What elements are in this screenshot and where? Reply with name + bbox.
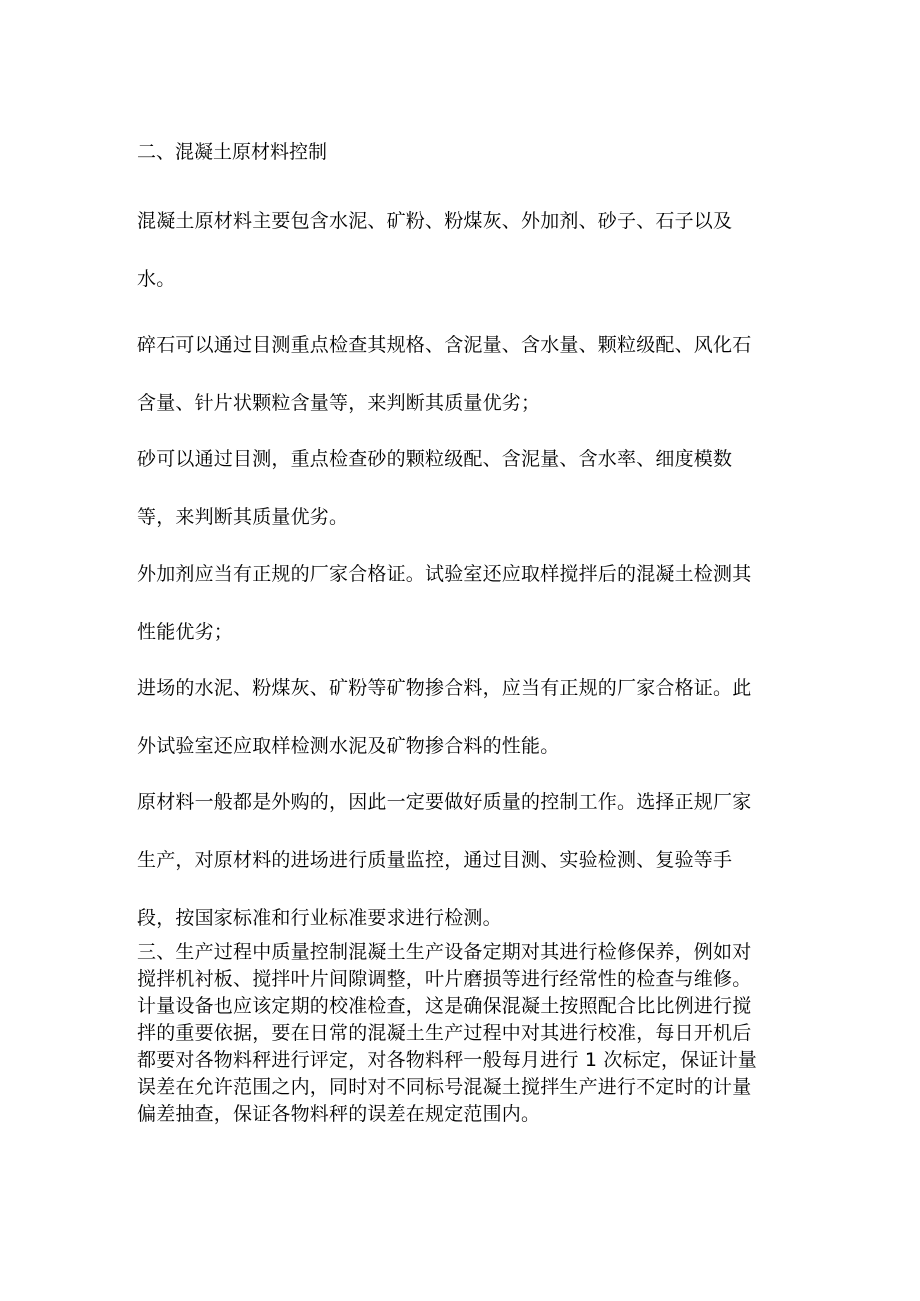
paragraph-cement-mineral-admixtures: 进场的水泥、粉煤灰、矿粉等矿物掺合料，应当有正规的厂家合格证。此 外试验室还应取样检测水泥及矿物掺合料的性能。: [137, 677, 752, 757]
section-heading-raw-materials: 二、混凝土原材料控制: [137, 141, 328, 163]
paragraph-gravel-inspection: 碎石可以通过目测重点检查其规格、含泥量、含水量、颗粒级配、风化石 含量、针片状颗粒含量等，来判断其质量优劣；: [137, 334, 752, 414]
paragraph-admixture: 外加剂应当有正规的厂家合格证。试验室还应取样搅拌后的混凝土检测其 性能优劣；: [137, 563, 752, 643]
section-production-quality-control: 三、生产过程中质量控制混凝土生产设备定期对其进行检修保养，例如对 搅拌机衬板、搅拌叶片间隙调整，叶片磨损等进行经常性的检查与维修。 计量设备也应该定期的校准检查，这是确保混凝土按照配合比比例进行搅 拌的重要依据，要在日常的混凝土生产过程中对其进行校准，每日开机后 都要对各物料秤进行评定，对各物料秤一般每月进行 1 次标定，保证计量 误差在允许范围之内，同时对不同标号混凝土搅拌生产进行不定时的计量 偏差抽查，保证各物料秤的误差在规定范围内。: [137, 941, 757, 1125]
paragraph-purchase-quality-control: 原材料一般都是外购的，因此一定要做好质量的控制工作。选择正规厂家 生产，对原材料的进场进行质量监控，通过目测、实验检测、复验等手 段，按国家标准和行业标准要求进行检测。: [137, 791, 752, 929]
paragraph-sand-inspection: 砂可以通过目测，重点检查砂的颗粒级配、含泥量、含水率、细度模数 等，来判断其质量优劣。: [137, 448, 733, 528]
paragraph-raw-materials-overview: 混凝土原材料主要包含水泥、矿粉、粉煤灰、外加剂、砂子、石子以及 水。: [137, 210, 733, 290]
